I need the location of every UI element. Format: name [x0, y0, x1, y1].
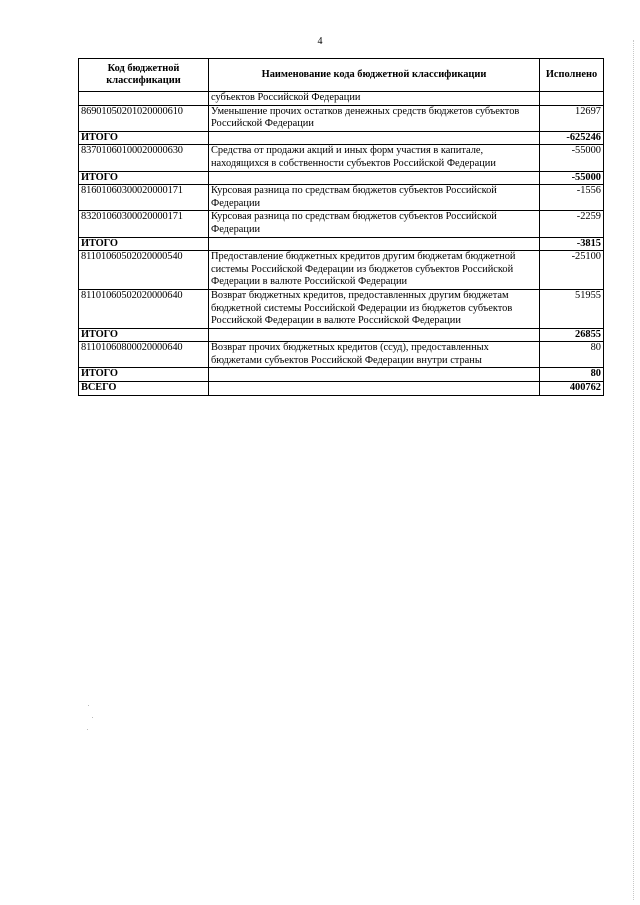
total-value: -55000 — [540, 171, 604, 185]
row-value: 12697 — [540, 105, 604, 131]
table-row — [79, 211, 604, 237]
row-value: 51955 — [540, 289, 604, 328]
grand-total-label: ВСЕГО — [79, 382, 209, 396]
table-row — [79, 342, 604, 368]
row-code: 83701060100020000630 — [79, 145, 209, 171]
scan-dots-artifact — [86, 705, 96, 735]
scan-edge-artifact — [632, 40, 634, 900]
header-name: Наименование кода бюджетной классификации — [209, 59, 540, 92]
total-label: ИТОГО — [79, 237, 209, 251]
total-value: -625246 — [540, 131, 604, 145]
grand-total-value: 400762 — [540, 382, 604, 396]
row-code: 83201060300020000171 — [79, 211, 209, 237]
total-row — [79, 368, 604, 382]
row-name: Средства от продажи акций и иных форм участия в капитале, находящихся в собственности субъектов Российской Федерации — [209, 145, 540, 171]
row-name: Предоставление бюджетных кредитов другим бюджетам бюджетной системы Российской Федерации из бюджетов субъектов Российской Федерации в валюте Российской Федерации — [209, 251, 540, 290]
row-name — [209, 131, 540, 145]
total-row — [79, 131, 604, 145]
row-name — [209, 368, 540, 382]
total-label: ИТОГО — [79, 171, 209, 185]
row-name — [209, 237, 540, 251]
row-name: Курсовая разница по средствам бюджетов субъектов Российской Федерации — [209, 185, 540, 211]
row-name — [209, 171, 540, 185]
total-value: 80 — [540, 368, 604, 382]
table-row — [79, 185, 604, 211]
row-name — [209, 382, 540, 396]
table-row — [79, 289, 604, 328]
row-value: 80 — [540, 342, 604, 368]
header-code: Код бюджетной классификации — [79, 59, 209, 92]
row-value: -1556 — [540, 185, 604, 211]
table-row — [79, 145, 604, 171]
row-value — [540, 92, 604, 106]
total-row — [79, 237, 604, 251]
total-label: ИТОГО — [79, 368, 209, 382]
total-row — [79, 328, 604, 342]
total-value: 26855 — [540, 328, 604, 342]
total-label: ИТОГО — [79, 131, 209, 145]
row-code: 81101060502020000640 — [79, 289, 209, 328]
total-value: -3815 — [540, 237, 604, 251]
row-value: -2259 — [540, 211, 604, 237]
row-value: -25100 — [540, 251, 604, 290]
total-row — [79, 171, 604, 185]
header-value: Исполнено — [540, 59, 604, 92]
grand-total-row — [79, 382, 604, 396]
row-code: 81601060300020000171 — [79, 185, 209, 211]
table-header-row — [79, 59, 604, 92]
row-code: 81101060502020000540 — [79, 251, 209, 290]
row-code — [79, 92, 209, 106]
table-row — [79, 251, 604, 290]
table-row — [79, 105, 604, 131]
row-name: Курсовая разница по средствам бюджетов субъектов Российской Федерации — [209, 211, 540, 237]
row-name: Возврат прочих бюджетных кредитов (ссуд), предоставленных бюджетами субъектов Российской Федерации внутри страны — [209, 342, 540, 368]
page-number: 4 — [317, 36, 323, 47]
row-name: Возврат бюджетных кредитов, предоставленных другим бюджетам бюджетной системы Российской Федерации из бюджетов субъектов Российской Федерации в валюте Российской Федерации — [209, 289, 540, 328]
row-name: субъектов Российской Федерации — [209, 92, 540, 106]
row-value: -55000 — [540, 145, 604, 171]
budget-classification-table — [78, 58, 604, 396]
row-code: 81101060800020000640 — [79, 342, 209, 368]
total-label: ИТОГО — [79, 328, 209, 342]
row-name: Уменьшение прочих остатков денежных средств бюджетов субъектов Российской Федерации — [209, 105, 540, 131]
row-code: 86901050201020000610 — [79, 105, 209, 131]
table-row — [79, 92, 604, 106]
row-name — [209, 328, 540, 342]
